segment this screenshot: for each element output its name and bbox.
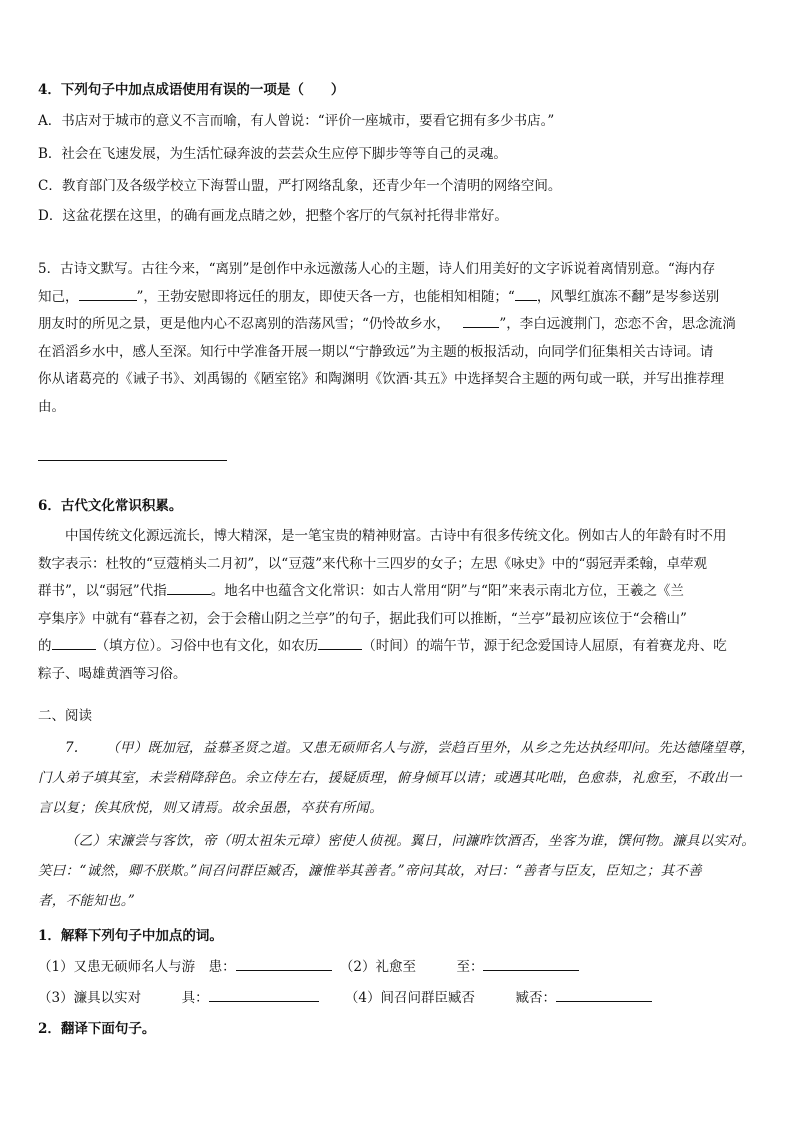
q4-option-c: C．教育部门及各级学校立下海誓山盟，严打网络乱象，还青少年一个清明的网络空间。 <box>38 178 562 194</box>
answer-blank[interactable] <box>515 286 537 301</box>
section-heading: 二、阅读 <box>38 708 92 724</box>
answer-blank[interactable] <box>236 956 332 971</box>
sub2-title: 2．翻译下面句子。 <box>38 1021 156 1037</box>
q6-paragraph <box>38 523 762 689</box>
q5-text: 朋友时的所见之景，更是他内心不忍离别的浩荡风雪；“仍怜故乡水， <box>38 316 450 333</box>
q6-line-3 <box>38 578 762 606</box>
sub1-item-2: （2）礼愈至 至： <box>339 959 484 975</box>
q6-line-6: 粽子、喝雄黄酒等习俗。 <box>38 665 187 682</box>
q6-title: 6．古代文化常识积累。 <box>38 498 183 514</box>
q5-text: 知己， <box>38 288 79 305</box>
answer-blank[interactable] <box>556 987 652 1002</box>
sub1-item-1: （1）又患无硕师名人与游 患： <box>38 959 236 975</box>
q7-jia-line-2: 门人弟子填其室，未尝稍降辞色。余立侍左右，援疑质理，俯身倾耳以请；或遇其叱咄，色愈恭，礼愈至，不敢出一 <box>38 770 742 786</box>
q5-line-5: 你从诸葛亮的《诫子书》、刘禹锡的《陋室铭》和陶渊明《饮酒·其五》中选择契合主题的两句或一联，并写出推荐理 <box>38 371 725 388</box>
q5-line-2 <box>38 284 762 312</box>
q7-jia-line-3: 言以复；俟其欣悦，则又请焉。故余虽愚，卒获有所闻。 <box>38 800 383 816</box>
q5-line-6: 由。 <box>38 398 65 415</box>
answer-blank[interactable] <box>52 635 96 650</box>
q6-text: 群书”，以“弱冠”代指 <box>38 583 167 600</box>
answer-blank[interactable] <box>318 635 362 650</box>
q7-passage-jia <box>38 733 762 823</box>
q5-line-1: 5．古诗文默写。古往今来，“离别”是创作中永远激荡人心的主题，诗人们用美好的文字诉说着离情别意。“海内存 <box>38 261 716 277</box>
q7-yi-line-2: 笑曰：“诚然，卿不朕欺。”间召问群臣臧否，濂惟举其善者。”帝问其故，对曰：“善者与臣友，臣知之；其不善 <box>38 863 702 879</box>
answer-line[interactable] <box>38 460 227 461</box>
sub1-item-3: （3）濂具以实对 具： <box>38 990 209 1006</box>
answer-blank[interactable] <box>463 313 499 328</box>
q6-text: 。地名中也蕴含文化常识：如古人常用“阴”与“阳”来表示南北方位，王羲之《兰 <box>210 583 684 600</box>
q7-number: 7. <box>65 740 79 756</box>
sub1-item-4: （4）间召问群臣臧否 臧否： <box>344 990 556 1006</box>
q6-text: （填方位）。习俗中也有文化，如农历 <box>95 638 319 655</box>
q6-line-5 <box>38 633 762 661</box>
q5-paragraph <box>38 256 762 422</box>
q5-text: ，风掣红旗冻不翻”是岑参送别 <box>536 288 720 305</box>
q4-stem: 4．下列句子中加点成语使用有误的一项是（ ） <box>38 82 345 98</box>
q4-option-d: D．这盆花摆在这里，的确有画龙点睛之妙，把整个客厅的气氛衬托得非常好。 <box>38 208 508 224</box>
q7-jia-line-1 <box>38 733 762 763</box>
q7-text: （甲）既加冠，益慕圣贤之道。又患无硕师名人与游，尝趋百里外，从乡之先达执经叩问。先达德隆望尊， <box>106 740 755 756</box>
sub1-row-1 <box>38 956 579 977</box>
q7-passage-yi <box>38 826 762 916</box>
q6-line-2: 数字表示：杜牧的“豆蔻梢头二月初”，以“豆蔻”来代称十三四岁的女子；左思《咏史》中的“弱冠弄柔翰，卓荦观 <box>38 555 708 572</box>
q6-text: 的 <box>38 638 52 655</box>
answer-blank[interactable] <box>209 987 319 1002</box>
q5-text: ”，李白远渡荆门，恋恋不舍，思念流淌 <box>499 316 736 333</box>
answer-blank[interactable] <box>483 956 579 971</box>
q4-option-a: A．书店对于城市的意义不言而喻，有人曾说：“评价一座城市，要看它拥有多少书店。” <box>38 113 555 129</box>
q6-line-1: 中国传统文化源远流长，博大精深，是一笔宝贵的精神财富。古诗中有很多传统文化。例如古人的年龄有时不用 <box>65 528 727 544</box>
q5-text: ”，王勃安慰即将远任的朋友，即使天各一方，也能相知相随；“ <box>136 288 515 305</box>
q7-yi-line-1: （乙）宋濂尝与客饮，帝（明太祖朱元璋）密使人侦视。翼日，问濂昨饮酒否，坐客为谁，馔何物。濂具以实对。 <box>65 833 755 849</box>
answer-blank[interactable] <box>79 286 137 301</box>
q5-line-4: 在滔滔乡水中，感人至深。知行中学准备开展一期以“宁静致远”为主题的板报活动，向同学们征集相关古诗词。请 <box>38 343 714 360</box>
sub1-row-2 <box>38 987 652 1008</box>
q6-text: （时间）的端午节，源于纪念爱国诗人屈原，有着赛龙舟、吃 <box>362 638 727 655</box>
q5-line-3 <box>38 311 762 339</box>
q7-yi-line-3: 者，不能知也。” <box>38 893 136 909</box>
answer-blank[interactable] <box>167 580 211 595</box>
q4-option-b: B．社会在飞速发展，为生活忙碌奔波的芸芸众生应停下脚步等等自己的灵魂。 <box>38 146 507 162</box>
sub1-title: 1．解释下列句子中加点的词。 <box>38 928 223 944</box>
q6-line-4: 亭集序》中就有“暮春之初，会于会稽山阴之兰亭”的句子，据此我们可以推断，“兰亭”最初应该位于“会稽山” <box>38 610 687 627</box>
